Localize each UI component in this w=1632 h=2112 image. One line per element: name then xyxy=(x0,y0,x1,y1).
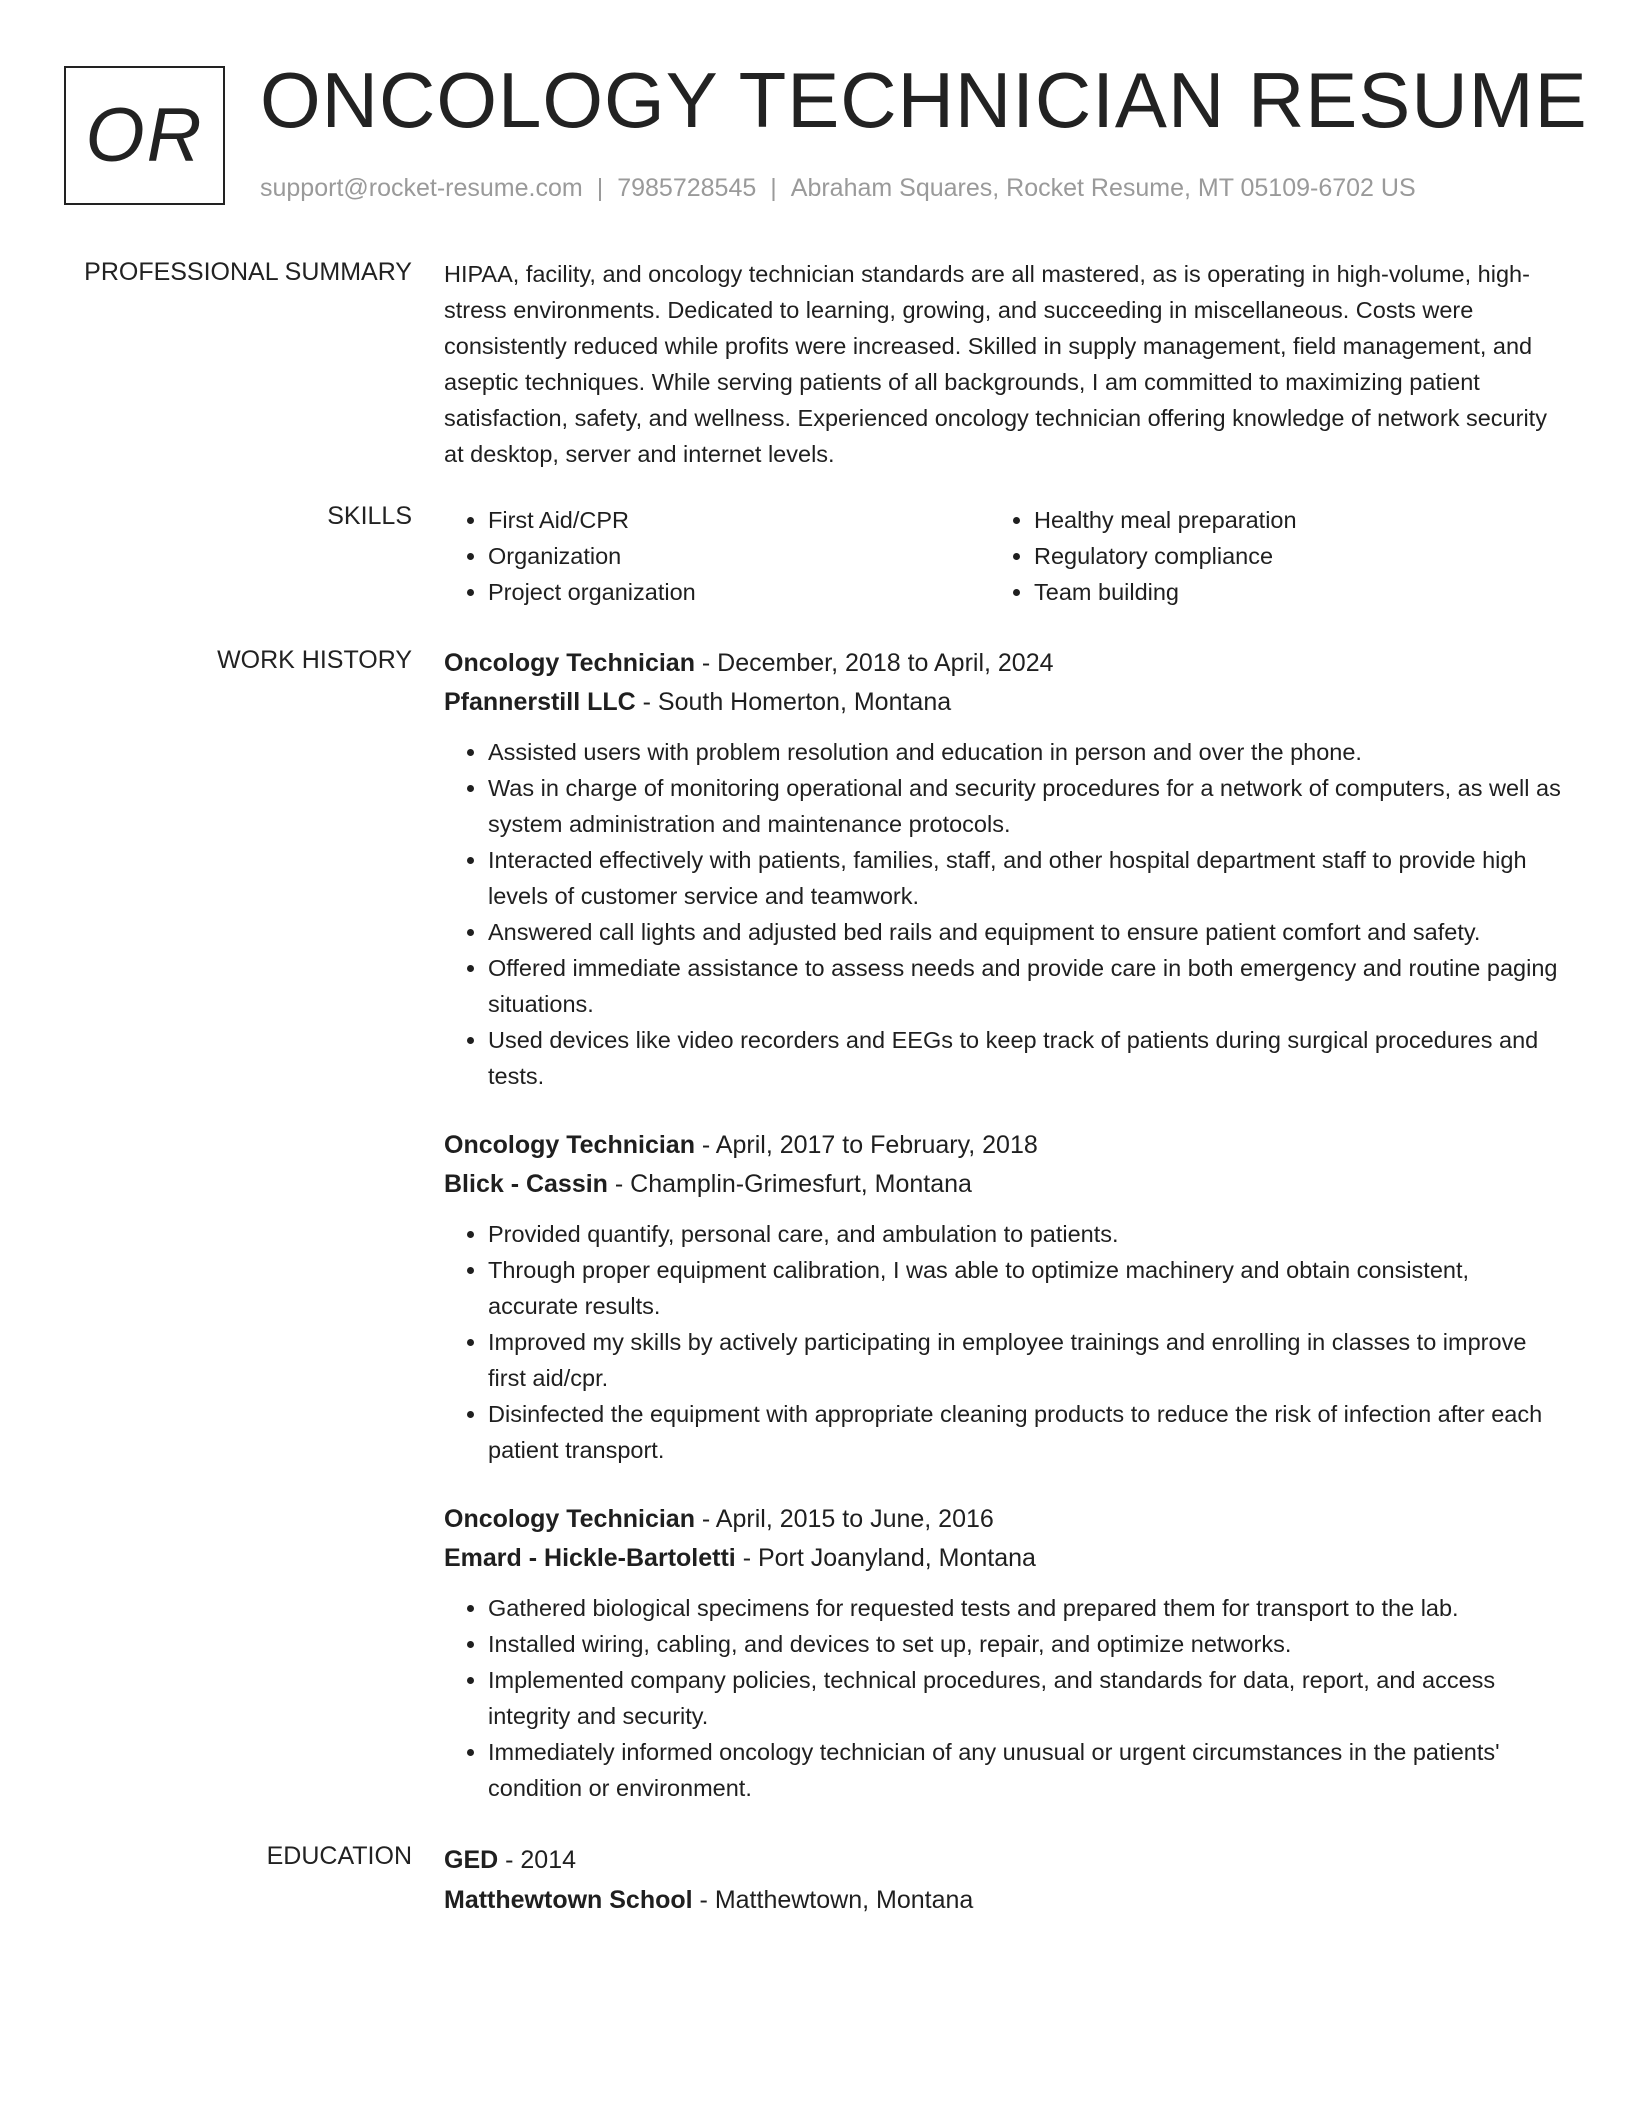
monogram-box xyxy=(64,66,225,205)
skills-list xyxy=(444,502,1562,610)
skill-item: • First Aid/CPR xyxy=(488,502,990,538)
summary-heading: PROFESSIONAL SUMMARY xyxy=(84,258,412,286)
job-location: - Port Joanyland, Montana xyxy=(735,1544,1036,1572)
job-duty: • Assisted users with problem resolution and education in person and over the phone. xyxy=(488,734,1562,770)
skills-column-left xyxy=(444,502,990,610)
skill-item: • Team building xyxy=(1034,574,1536,610)
job-duty: • Answered call lights and adjusted bed rails and equipment to ensure patient comfort and safety. xyxy=(488,914,1562,950)
job-entry xyxy=(444,1126,1562,1468)
contact-line xyxy=(260,174,1416,203)
job-duty: • Gathered biological specimens for requested tests and prepared them for transport to the lab. xyxy=(488,1590,1562,1626)
job-duty: • Disinfected the equipment with appropriate cleaning products to reduce the risk of infection after each patient transport. xyxy=(488,1396,1562,1468)
job-duty: • Offered immediate assistance to assess needs and provide care in both emergency and routine paging situations. xyxy=(488,950,1562,1022)
job-title: Oncology Technician xyxy=(444,1505,695,1533)
summary-text: HIPAA, facility, and oncology technician standards are all mastered, as is operating in high-volume, high-stress environments. Dedicated to learning, growing, and succeeding in miscellaneous. Costs were consistently reduced while profits were increased. Skilled in supply management, field management, and aseptic techniques. While serving patients of all backgrounds, I am committed to maximizing patient satisfaction, safety, and wellness. Experienced oncology technician offering knowledge of network security at desktop, server and internet levels. xyxy=(444,261,1547,467)
job-entry xyxy=(444,1500,1562,1806)
skills-heading: SKILLS xyxy=(327,502,412,530)
skill-item: • Regulatory compliance xyxy=(1034,538,1536,574)
job-duty: • Provided quantify, personal care, and ambulation to patients. xyxy=(488,1216,1562,1252)
contact-separator: | xyxy=(596,174,604,202)
contact-phone: 7985728545 xyxy=(617,174,757,202)
skills-column-right xyxy=(990,502,1536,610)
education-heading: EDUCATION xyxy=(266,1842,412,1870)
job-duty: • Interacted effectively with patients, families, staff, and other hospital department staff to provide high levels of customer service and teamwork. xyxy=(488,842,1562,914)
job-title: Oncology Technician xyxy=(444,1131,695,1159)
job-location: - South Homerton, Montana xyxy=(635,688,952,716)
job-dates: - April, 2015 to June, 2016 xyxy=(694,1505,994,1533)
job-company: Emard - Hickle-Bartoletti xyxy=(444,1544,736,1572)
job-title: Oncology Technician xyxy=(444,649,695,677)
education-year: - 2014 xyxy=(498,1846,577,1874)
work-history-heading: WORK HISTORY xyxy=(217,646,412,674)
education-location: - Matthewtown, Montana xyxy=(692,1886,974,1914)
job-duties xyxy=(444,734,1562,1094)
education-school: Matthewtown School xyxy=(444,1886,693,1914)
job-entry xyxy=(444,644,1562,1094)
contact-email: support@rocket-resume.com xyxy=(260,174,583,202)
job-company: Pfannerstill LLC xyxy=(444,688,636,716)
monogram-initials: OR xyxy=(85,93,204,178)
job-duty: • Improved my skills by actively participating in employee trainings and enrolling in classes to improve first aid/cpr. xyxy=(488,1324,1562,1396)
job-dates: - December, 2018 to April, 2024 xyxy=(694,649,1054,677)
job-duty: • Through proper equipment calibration, I was able to optimize machinery and obtain consistent, accurate results. xyxy=(488,1252,1562,1324)
job-dates: - April, 2017 to February, 2018 xyxy=(694,1131,1038,1159)
job-duty: • Was in charge of monitoring operational and security procedures for a network of computers, as well as system administration and maintenance protocols. xyxy=(488,770,1562,842)
job-duties xyxy=(444,1216,1562,1468)
education-degree: GED xyxy=(444,1846,499,1874)
skill-item: • Healthy meal preparation xyxy=(1034,502,1536,538)
job-duty: • Immediately informed oncology technician of any unusual or urgent circumstances in the patients' condition or environment. xyxy=(488,1734,1562,1806)
job-duty: • Used devices like video recorders and EEGs to keep track of patients during surgical procedures and tests. xyxy=(488,1022,1562,1094)
job-location: - Champlin-Grimesfurt, Montana xyxy=(607,1170,972,1198)
skill-item: • Organization xyxy=(488,538,990,574)
job-duty: • Implemented company policies, technical procedures, and standards for data, report, and access integrity and security. xyxy=(488,1662,1562,1734)
job-company: Blick - Cassin xyxy=(444,1170,608,1198)
job-duty: • Installed wiring, cabling, and devices to set up, repair, and optimize networks. xyxy=(488,1626,1562,1662)
contact-address: Abraham Squares, Rocket Resume, MT 05109-6702 US xyxy=(790,174,1416,202)
contact-separator: | xyxy=(770,174,777,202)
resume-title: ONCOLOGY TECHNICIAN RESUME xyxy=(260,56,1588,144)
skill-item: • Project organization xyxy=(488,574,990,610)
job-duties xyxy=(444,1590,1562,1806)
